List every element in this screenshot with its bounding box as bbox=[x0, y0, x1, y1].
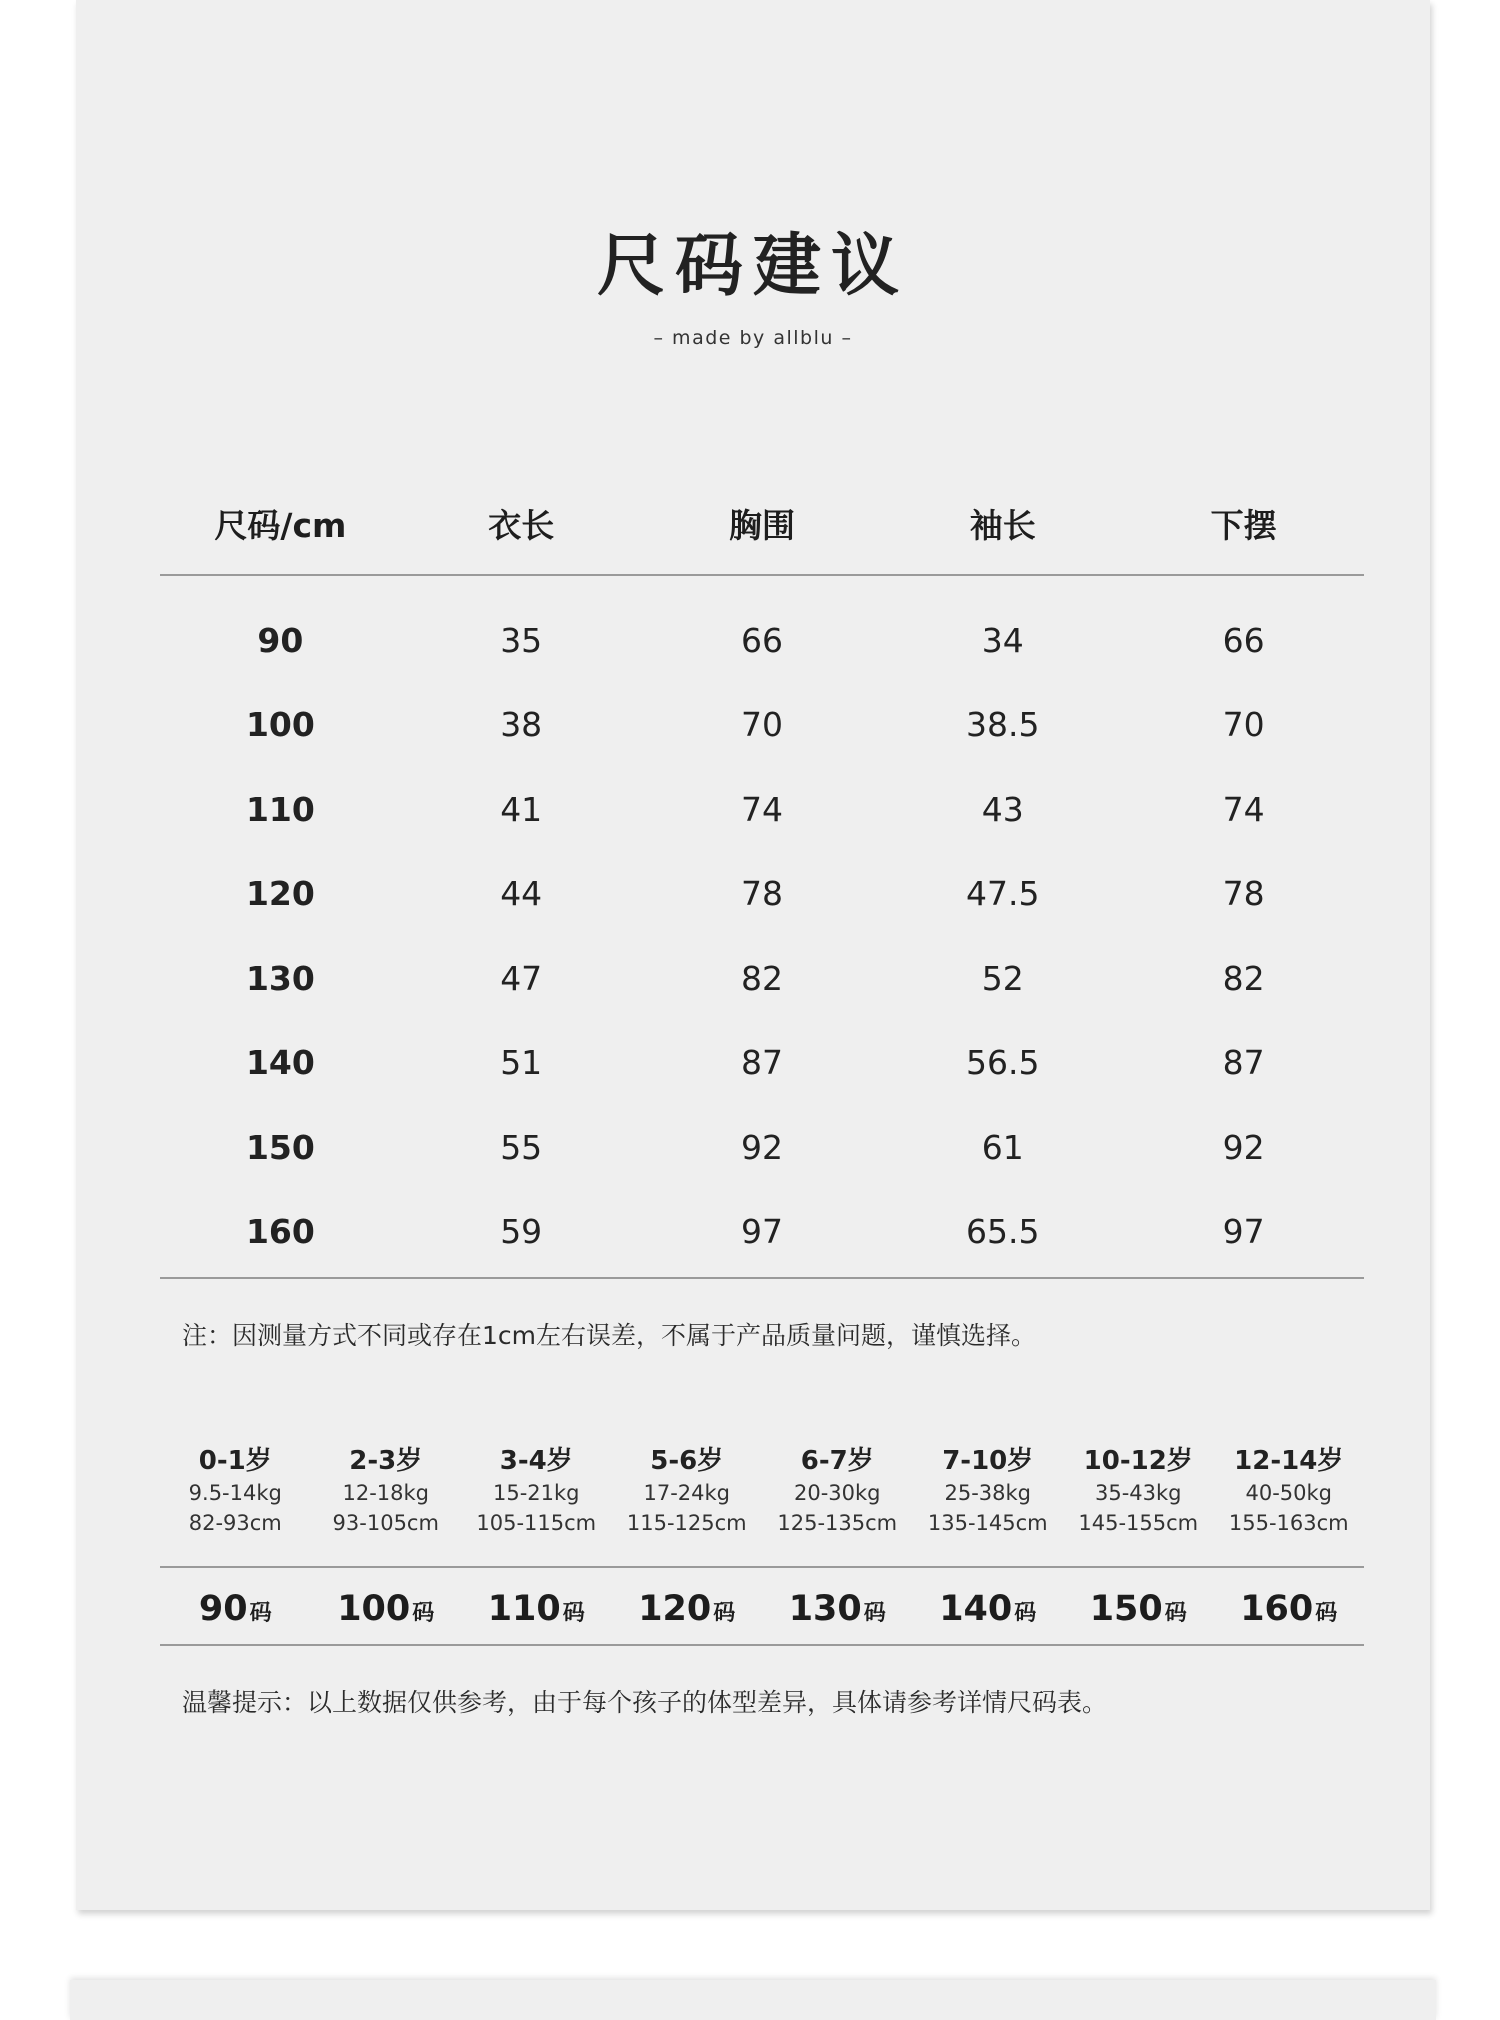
cell-sleeve: 65.5 bbox=[966, 1212, 1040, 1252]
age-guide bbox=[160, 1440, 1364, 1538]
cell-length: 59 bbox=[500, 1212, 543, 1252]
cell-length: 41 bbox=[500, 789, 543, 829]
cell-sleeve: 43 bbox=[981, 789, 1024, 829]
size-code bbox=[1214, 1589, 1365, 1629]
cell-size: 100 bbox=[245, 705, 315, 745]
table-header bbox=[160, 498, 1364, 548]
size-code bbox=[913, 1589, 1064, 1629]
weight-range: 17-24kg bbox=[643, 1481, 730, 1505]
size-code-number: 150 bbox=[1089, 1589, 1163, 1629]
cell-size: 140 bbox=[245, 1043, 315, 1083]
age-label: 3-4岁 bbox=[499, 1446, 573, 1476]
weight-range: 9.5-14kg bbox=[188, 1481, 282, 1505]
page-title: 尺码建议 bbox=[596, 227, 909, 306]
size-code bbox=[160, 1589, 311, 1629]
header-sleeve: 袖长 bbox=[969, 505, 1036, 545]
weight-range: 40-50kg bbox=[1245, 1481, 1332, 1505]
cell-hem: 78 bbox=[1222, 874, 1265, 914]
age-column bbox=[762, 1440, 913, 1538]
size-table-body bbox=[160, 598, 1364, 1274]
size-code bbox=[311, 1589, 462, 1629]
table-row bbox=[160, 767, 1364, 852]
age-column bbox=[311, 1440, 462, 1538]
cell-length: 55 bbox=[500, 1127, 543, 1167]
age-label: 6-7岁 bbox=[800, 1446, 874, 1476]
next-card-edge bbox=[70, 1980, 1436, 2020]
cell-chest: 66 bbox=[740, 620, 783, 660]
cell-chest: 74 bbox=[740, 789, 783, 829]
size-code-unit: 码 bbox=[1164, 1601, 1187, 1626]
size-code-number: 130 bbox=[788, 1589, 862, 1629]
size-code bbox=[1063, 1589, 1214, 1629]
size-code bbox=[762, 1589, 913, 1629]
cell-sleeve: 38.5 bbox=[966, 705, 1040, 745]
cell-size: 130 bbox=[245, 958, 315, 998]
table-row bbox=[160, 1105, 1364, 1190]
cell-chest: 97 bbox=[740, 1212, 783, 1252]
cell-size: 120 bbox=[245, 874, 315, 914]
height-range: 82-93cm bbox=[188, 1511, 282, 1535]
size-code-unit: 码 bbox=[562, 1601, 585, 1626]
size-code-unit: 码 bbox=[1315, 1601, 1338, 1626]
cell-size: 160 bbox=[245, 1212, 315, 1252]
age-column bbox=[461, 1440, 612, 1538]
cell-size: 110 bbox=[245, 789, 315, 829]
age-column bbox=[1063, 1440, 1214, 1538]
measurement-note: 注：因测量方式不同或存在1cm左右误差，不属于产品质量问题，谨慎选择。 bbox=[182, 1321, 1037, 1350]
cell-sleeve: 47.5 bbox=[966, 874, 1040, 914]
age-column bbox=[160, 1440, 311, 1538]
table-row bbox=[160, 852, 1364, 937]
size-code-unit: 码 bbox=[1014, 1601, 1037, 1626]
weight-range: 15-21kg bbox=[492, 1481, 580, 1505]
size-code-unit: 码 bbox=[249, 1601, 272, 1626]
age-label: 5-6岁 bbox=[650, 1446, 724, 1476]
age-column bbox=[612, 1440, 763, 1538]
cell-hem: 66 bbox=[1222, 620, 1265, 660]
size-code-divider bbox=[160, 1644, 1364, 1646]
cell-hem: 74 bbox=[1222, 789, 1265, 829]
header-size: 尺码/cm bbox=[214, 505, 347, 545]
cell-size: 150 bbox=[245, 1127, 315, 1167]
header-length: 衣长 bbox=[488, 505, 555, 545]
table-bottom-divider bbox=[160, 1277, 1364, 1279]
size-code-number: 140 bbox=[939, 1589, 1013, 1629]
age-guide-divider bbox=[160, 1566, 1364, 1568]
cell-length: 44 bbox=[500, 874, 543, 914]
table-row bbox=[160, 1190, 1364, 1275]
size-code-row bbox=[160, 1584, 1364, 1634]
age-label: 0-1岁 bbox=[198, 1446, 272, 1476]
table-row bbox=[160, 936, 1364, 1021]
size-code-number: 100 bbox=[337, 1589, 411, 1629]
cell-sleeve: 56.5 bbox=[966, 1043, 1040, 1083]
cell-hem: 87 bbox=[1222, 1043, 1265, 1083]
age-column bbox=[1214, 1440, 1365, 1538]
weight-range: 35-43kg bbox=[1094, 1481, 1182, 1505]
table-top-divider bbox=[160, 574, 1364, 576]
cell-chest: 92 bbox=[740, 1127, 783, 1167]
table-row bbox=[160, 683, 1364, 768]
size-code-unit: 码 bbox=[713, 1601, 736, 1626]
height-range: 93-105cm bbox=[332, 1511, 439, 1535]
size-code-number: 120 bbox=[638, 1589, 712, 1629]
cell-chest: 87 bbox=[740, 1043, 783, 1083]
size-code-unit: 码 bbox=[863, 1601, 886, 1626]
table-row bbox=[160, 1021, 1364, 1106]
height-range: 155-163cm bbox=[1228, 1511, 1349, 1535]
size-code-number: 90 bbox=[198, 1589, 248, 1629]
cell-length: 47 bbox=[500, 958, 543, 998]
cell-sleeve: 61 bbox=[981, 1127, 1024, 1167]
reference-tip: 温馨提示：以上数据仅供参考，由于每个孩子的体型差异，具体请参考详情尺码表。 bbox=[182, 1688, 1108, 1717]
cell-sleeve: 52 bbox=[981, 958, 1024, 998]
cell-size: 90 bbox=[257, 620, 304, 660]
age-label: 12-14岁 bbox=[1234, 1446, 1344, 1476]
header-chest: 胸围 bbox=[728, 505, 795, 545]
cell-sleeve: 34 bbox=[981, 620, 1024, 660]
cell-hem: 92 bbox=[1222, 1127, 1265, 1167]
cell-hem: 82 bbox=[1222, 958, 1265, 998]
cell-hem: 70 bbox=[1222, 705, 1265, 745]
size-code-number: 160 bbox=[1240, 1589, 1314, 1629]
weight-range: 20-30kg bbox=[793, 1481, 881, 1505]
weight-range: 25-38kg bbox=[944, 1481, 1031, 1505]
height-range: 115-125cm bbox=[626, 1511, 747, 1535]
age-label: 7-10岁 bbox=[942, 1446, 1034, 1476]
cell-length: 51 bbox=[500, 1043, 543, 1083]
cell-chest: 70 bbox=[740, 705, 783, 745]
weight-range: 12-18kg bbox=[342, 1481, 429, 1505]
cell-hem: 97 bbox=[1222, 1212, 1265, 1252]
height-range: 105-115cm bbox=[476, 1511, 597, 1535]
page-subtitle: – made by allblu – bbox=[653, 327, 853, 349]
size-code-number: 110 bbox=[487, 1589, 561, 1629]
header-hem: 下摆 bbox=[1210, 505, 1277, 545]
cell-chest: 78 bbox=[740, 874, 783, 914]
size-code bbox=[461, 1589, 612, 1629]
height-range: 145-155cm bbox=[1078, 1511, 1199, 1535]
cell-length: 35 bbox=[500, 620, 543, 660]
height-range: 125-135cm bbox=[777, 1511, 898, 1535]
table-row bbox=[160, 598, 1364, 683]
size-guide-card bbox=[76, 0, 1430, 1910]
age-label: 2-3岁 bbox=[349, 1446, 423, 1476]
cell-length: 38 bbox=[500, 705, 543, 745]
size-code bbox=[612, 1589, 763, 1629]
age-column bbox=[913, 1440, 1064, 1538]
age-label: 10-12岁 bbox=[1083, 1446, 1193, 1476]
cell-chest: 82 bbox=[740, 958, 783, 998]
size-code-unit: 码 bbox=[412, 1601, 435, 1626]
height-range: 135-145cm bbox=[927, 1511, 1048, 1535]
